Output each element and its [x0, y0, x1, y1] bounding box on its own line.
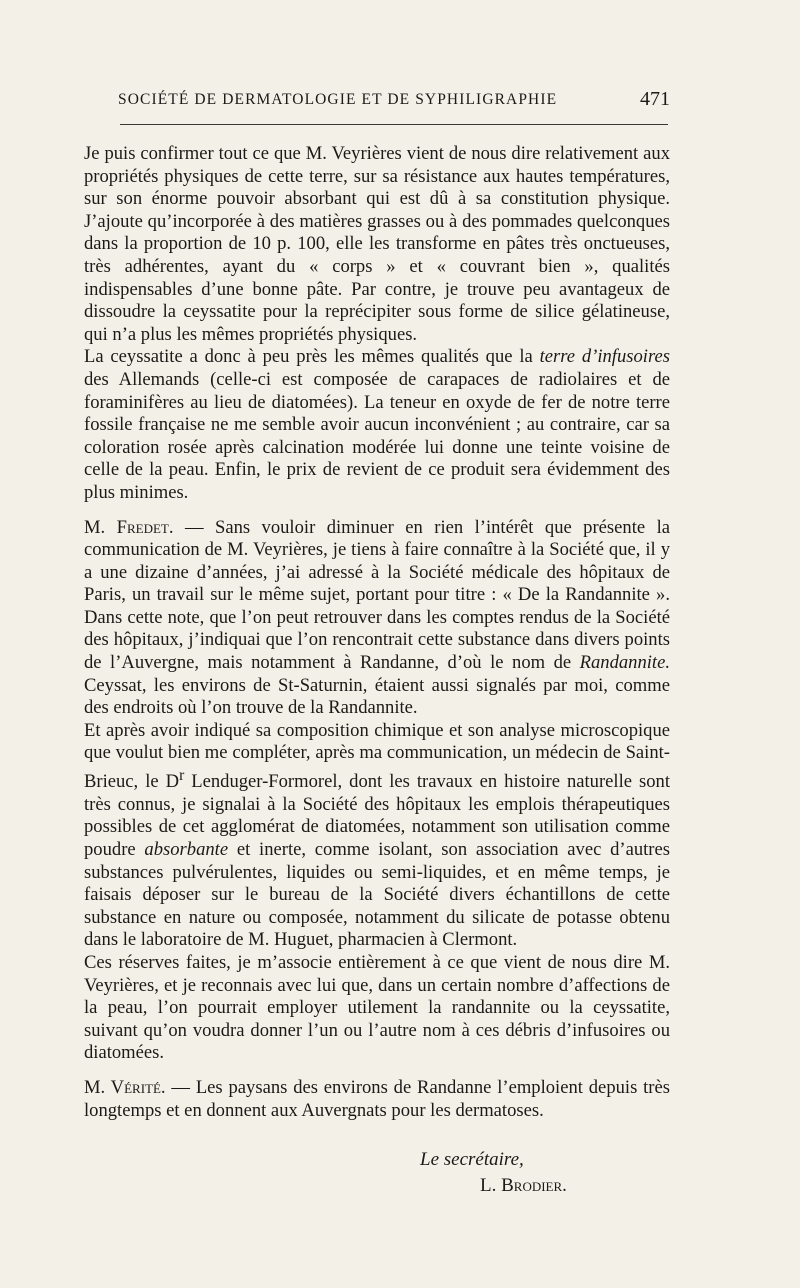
- body-text: [84, 143, 670, 1122]
- paragraph-6: M. Vérité. — Les paysans des environs de Randanne l’emploient depuis très longtemps et en donnent aux Auvergnats pour les dermatoses.: [84, 1076, 670, 1121]
- speaker-name: M. Fredet.: [84, 516, 174, 538]
- paragraph-4: Et après avoir indiqué sa composition chimique et son analyse microscopique que voulut bien me compléter, après ma communication, un médecin de Saint-Brieuc, le $D^r$ Lenduger-Formorel, dont les travaux en histoire naturelle sont très connus, je signalai à la Société des hôpitaux les emplois thérapeutiques possibles de cet agglomérat de diatomées, notamment son utilisation comme poudre absorbante et inerte, comme isolant, son association avec d’autres substances pulvérulentes, liquides ou semi-liquides, et en même temps, je faisais déposer sur le bureau de la Société divers échantillons de cette substance en nature ou composée, notamment du silicate de potasse obtenu dans le laboratoire de M. Huguet, pharmacien à Clermont.: [84, 719, 670, 951]
- paragraph-1: Je puis confirmer tout ce que M. Veyrières vient de nous dire relativement aux propriétés physiques de cette terre, sur sa résistance aux hautes températures, sur son énorme pouvoir absorbant qui est dû à sa constitution physique. J’ajoute qu’incorporée à des matières grasses ou à des pommades quelconques dans la proportion de 10 p. 100, elle les transforme en pâtes très onctueuses, très adhérentes, ayant du « corps » et « couvrant bien », qualités indispensables d’une bonne pâte. Par contre, je trouve peu avantageux de dissoudre la ceyssatite pour la reprécipiter sous forme de silice gélatineuse, qui n’a plus les mêmes propriétés physiques.: [84, 143, 670, 345]
- running-title: SOCIÉTÉ DE DERMATOLOGIE ET DE SYPHILIGRAPHIE: [118, 91, 558, 108]
- paragraph-3: M. Fredet. — Sans vouloir diminuer en rien l’intérêt que présente la communication de M. Veyrières, je tiens à faire connaître à la Société que, il y a une dizaine d’années, j’ai adressé à la Société médicale des hôpitaux de Paris, un travail sur le même sujet, portant pour titre : « De la Randannite ». Dans cette note, que l’on peut retrouver dans les comptes rendus de la Société des hôpitaux, j’indiquai que l’on rencontrait cette substance dans divers points de l’Auvergne, mais notamment à Randanne, d’où le nom de Randannite. Ceyssat, les environs de St-Saturnin, étaient aussi signalés par moi, comme des endroits où l’on trouve de la Randannite.: [84, 516, 670, 719]
- paragraph-5: Ces réserves faites, je m’associe entièrement à ce que vient de nous dire M. Veyrières, et je reconnais avec lui que, dans un certain nombre d’affections de la peau, l’on pourrait employer utilement la randannite ou la ceyssatite, suivant qu’on voudra donner l’un ou l’autre nom à ces débris d’infusoires ou diatomées.: [84, 951, 670, 1064]
- speaker-name: M. Vérité.: [84, 1076, 166, 1098]
- italic-term: terre d’infusoires: [539, 346, 670, 368]
- signature-role: Le secrétaire,: [420, 1149, 524, 1170]
- page-number: 471: [640, 88, 670, 110]
- italic-term: Randannite.: [579, 652, 670, 674]
- running-head: [118, 88, 670, 114]
- paragraph-2: La ceyssatite a donc à peu près les mêmes qualités que la terre d’infusoires des Allemands (celle-ci est composée de carapaces de radiolaires et de foraminifères au lieu de diatomées). La teneur en oxyde de fer de notre terre fossile française ne me semble avoir aucun inconvénient ; au contraire, car sa coloration rosée après calcination modérée lui donne une teinte voisine de celle de la peau. Enfin, le prix de revient de ce produit sera évidemment des plus minimes.: [84, 346, 670, 503]
- signature-name: L. Brodier.: [480, 1175, 567, 1196]
- header-rule: [120, 124, 668, 125]
- italic-term: absorbante: [144, 839, 229, 860]
